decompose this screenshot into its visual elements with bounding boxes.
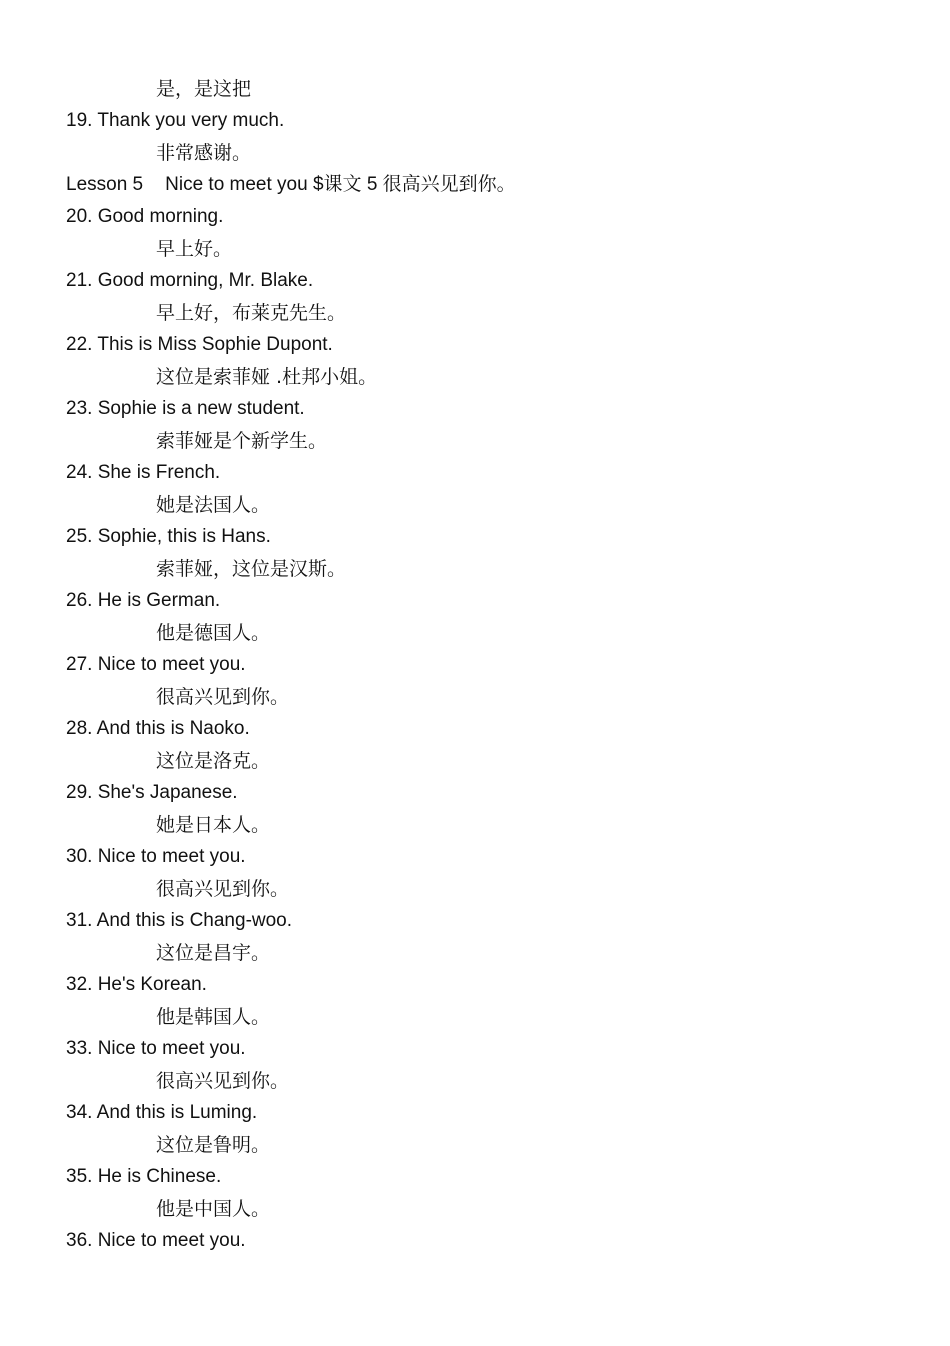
english-sentence: 31. And this is Chang-woo.	[66, 910, 293, 931]
english-sentence: 21. Good morning, Mr. Blake.	[66, 270, 314, 291]
chinese-translation: 很高兴见到你。	[156, 1070, 290, 1092]
lesson-heading	[0, 169, 950, 201]
chinese-translation: 早上好。	[156, 238, 233, 260]
chinese-translation: 很高兴见到你。	[156, 686, 290, 708]
chinese-translation: 这位是索菲娅 .杜邦小姐。	[156, 366, 378, 388]
english-sentence: 23. Sophie is a new student.	[66, 398, 305, 419]
english-sentence: 34. And this is Luming.	[66, 1102, 258, 1123]
chinese-translation: 这位是昌宇。	[156, 942, 271, 964]
chinese-translation: 非常感谢。	[156, 142, 252, 164]
english-sentence: 36. Nice to meet you.	[66, 1230, 246, 1251]
chinese-translation: 她是法国人。	[156, 494, 271, 516]
chinese-translation: 他是中国人。	[156, 1198, 271, 1220]
chinese-translation: 早上好，布莱克先生。	[156, 302, 347, 324]
chinese-translation: 索菲娅是个新学生。	[156, 430, 328, 452]
english-sentence: 20. Good morning.	[66, 206, 224, 227]
chinese-translation: 索菲娅，这位是汉斯。	[156, 558, 347, 580]
chinese-translation: 这位是洛克。	[156, 750, 271, 772]
chinese-translation: 这位是鲁明。	[156, 1134, 271, 1156]
chinese-translation: 他是德国人。	[156, 622, 271, 644]
english-sentence: 30. Nice to meet you.	[66, 846, 246, 867]
english-sentence: 19. Thank you very much.	[66, 110, 285, 131]
english-sentence: 24. She is French.	[66, 462, 221, 483]
english-sentence: 33. Nice to meet you.	[66, 1038, 246, 1059]
english-sentence: 32. He's Korean.	[66, 974, 207, 995]
lesson-title: Nice to meet you $课文 5 很高兴见到你。	[165, 174, 516, 195]
english-sentence: 28. And this is Naoko.	[66, 718, 250, 739]
chinese-translation: 是，是这把	[156, 78, 252, 100]
english-sentence: 25. Sophie, this is Hans.	[66, 526, 271, 547]
english-sentence: 26. He is German.	[66, 590, 221, 611]
chinese-translation: 她是日本人。	[156, 814, 271, 836]
chinese-translation: 他是韩国人。	[156, 1006, 271, 1028]
english-sentence: 29. She's Japanese.	[66, 782, 238, 803]
document-page	[0, 73, 950, 1257]
chinese-translation: 很高兴见到你。	[156, 878, 290, 900]
english-sentence: 35. He is Chinese.	[66, 1166, 222, 1187]
lesson-number: Lesson 5	[66, 174, 144, 195]
english-sentence: 27. Nice to meet you.	[66, 654, 246, 675]
english-sentence: 22. This is Miss Sophie Dupont.	[66, 334, 333, 355]
